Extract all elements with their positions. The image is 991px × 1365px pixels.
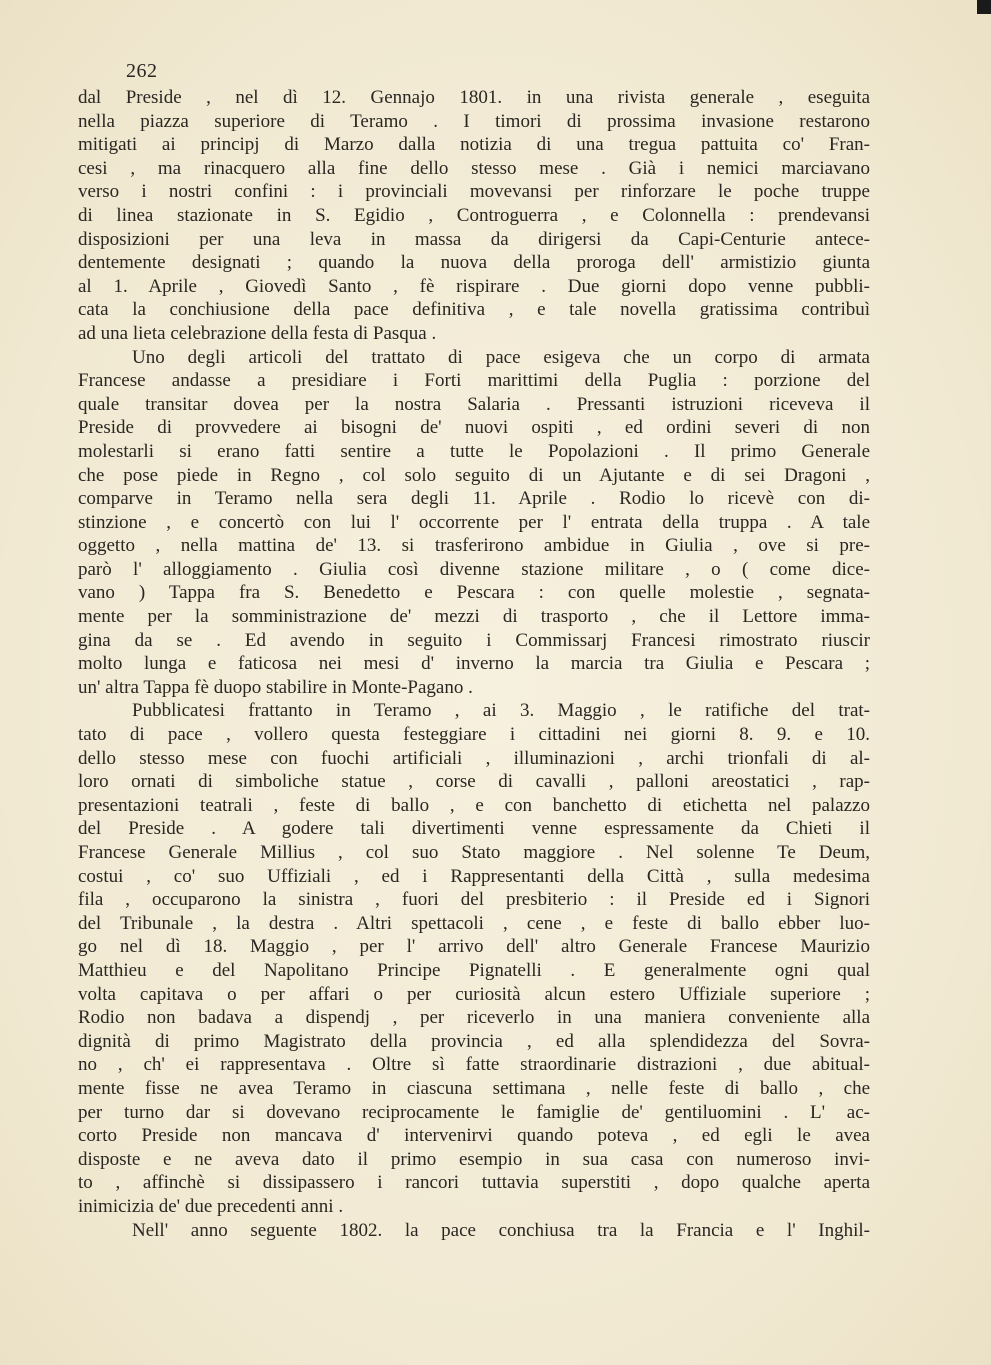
text-line: un' altra Tappa fè duopo stabilire in Monte-Pagano . (78, 676, 473, 698)
text-line: cata la conchiusione della pace definitiva , e tale novella gratissima contribuì (78, 299, 870, 321)
text-line: molto lunga e faticosa nei mesi d' inverno la marcia tra Giulia e Pescara ; (78, 653, 870, 675)
text-line: che pose piede in Regno , col solo seguito di un Ajutante e di sei Dragoni , (78, 464, 870, 486)
text-line: dignità di primo Magistrato della provincia , ed alla splendidezza del Sovra- (78, 1030, 870, 1052)
text-line: comparve in Teramo nella sera degli 11. Aprile . Rodio lo ricevè con di- (78, 488, 870, 510)
text-line: inimicizia de' due precedenti anni . (78, 1195, 344, 1217)
text-line: disposizioni per una leva in massa da dirigersi da Capi-Centurie antece- (78, 228, 870, 250)
text-line: per turno dar si dovevano reciprocamente le famiglie de' gentiluomini . L' ac- (78, 1101, 870, 1123)
text-line: Pubblicatesi frattanto in Teramo , ai 3. Maggio , le ratifiche del trat- (132, 700, 870, 722)
text-line: Nell' anno seguente 1802. la pace conchiusa tra la Francia e l' Inghil- (132, 1219, 870, 1241)
text-line: stinzione , e concertò con lui l' occorrente per l' entrata della truppa . A tale (78, 511, 870, 533)
text-line: del Preside . A godere tali divertimenti venne espressamente da Chieti il (78, 818, 870, 840)
text-line: nella piazza superiore di Teramo . I timori di prossima invasione restarono (78, 110, 870, 132)
text-line: presentazioni teatrali , feste di ballo , e con banchetto di etichetta nel palazzo (78, 794, 870, 816)
text-line: volta capitava o per affari o per curiosità alcun estero Uffiziale superiore ; (78, 983, 870, 1005)
text-line: quale transitar dovea per la nostra Salaria . Pressanti istruzioni riceveva il (78, 393, 870, 415)
text-line: dello stesso mese con fuochi artificiali , illuminazioni , archi trionfali di al- (78, 747, 870, 769)
text-line: mente per la somministrazione de' mezzi di trasporto , che il Lettore imma- (78, 606, 870, 628)
text-line: dal Preside , nel dì 12. Gennajo 1801. in una rivista generale , eseguita (78, 87, 870, 108)
text-line: costui , co' suo Uffiziali , ed i Rappresentanti della Città , sulla medesima (78, 865, 870, 887)
text-line: mitigati ai principj di Marzo dalla notizia di una tregua pattuita co' Fran- (78, 134, 870, 156)
text-line: Uno degli articoli del trattato di pace esigeva che un corpo di armata (132, 346, 870, 368)
scan-corner-mark (977, 0, 991, 14)
text-line: verso i nostri confini : i provinciali movevansi per rinforzare le poche truppe (78, 181, 870, 203)
text-line: fila , occuparono la sinistra , fuori del presbiterio : il Preside ed i Signori (78, 889, 870, 911)
text-line: to , affinchè si dissipassero i rancori tuttavia superstiti , dopo qualche aperta (78, 1172, 870, 1194)
text-line: Francese andasse a presidiare i Forti marittimi della Puglia : porzione del (78, 370, 870, 392)
text-line: Francese Generale Millius , col suo Stato maggiore . Nel solenne Te Deum, (78, 842, 870, 863)
text-line: dentemente designati ; quando la nuova della proroga dell' armistizio giunta (78, 252, 870, 274)
text-line: mente fisse ne avea Teramo in ciascuna settimana , nelle feste di ballo , che (78, 1077, 870, 1099)
body-text (78, 86, 870, 1242)
text-line: gina da se . Ed avendo in seguito i Commissarj Francesi rimostrato riuscir (78, 629, 870, 651)
page-number: 262 (126, 60, 158, 82)
text-line: Matthieu e del Napolitano Principe Pignatelli . E generalmente ogni qual (78, 959, 870, 981)
text-line: di linea stazionate in S. Egidio , Controguerra , e Colonnella : prendevansi (78, 204, 870, 226)
text-line: ad una lieta celebrazione della festa di Pasqua . (78, 322, 437, 344)
text-line: vano ) Tappa fra S. Benedetto e Pescara : con quelle molestie , segnata- (78, 582, 870, 604)
text-line: tato di pace , vollero questa festeggiare i cittadini nei giorni 8. 9. e 10. (78, 724, 870, 746)
text-line: cesi , ma rinacquero alla fine dello stesso mese . Già i nemici marciavano (78, 157, 870, 179)
text-line: loro ornati di simboliche statue , corse di cavalli , palloni areostatici , rap- (78, 771, 870, 793)
text-line: go nel dì 18. Maggio , per l' arrivo dell' altro Generale Francese Maurizio (78, 936, 870, 958)
text-line: corto Preside non mancava d' intervenirvi quando poteva , ed egli le avea (78, 1125, 870, 1147)
text-line: parò l' alloggiamento . Giulia così divenne stazione militare , o ( come dice- (78, 558, 870, 580)
text-line: molestarli si erano fatti sentire a tutte le Popolazioni . Il primo Generale (78, 440, 870, 462)
text-line: no , ch' ei rappresentava . Oltre sì fatte straordinarie distrazioni , due abitual- (78, 1054, 870, 1076)
text-line: Preside di provvedere ai bisogni de' nuovi ospiti , ed ordini severi di non (78, 417, 870, 439)
text-line: al 1. Aprile , Giovedì Santo , fè rispirare . Due giorni dopo venne pubbli- (78, 275, 870, 297)
text-line: oggetto , nella mattina de' 13. si trasferirono ambidue in Giulia , ove si pre- (78, 535, 870, 557)
text-line: disposte e ne aveva dato il primo esempio in sua casa con numeroso invi- (78, 1148, 870, 1170)
text-line: Rodio non badava a dispendj , per riceverlo in una maniera conveniente alla (78, 1007, 870, 1029)
text-line: del Tribunale , la destra . Altri spettacoli , cene , e feste di ballo ebber luo- (78, 912, 870, 934)
